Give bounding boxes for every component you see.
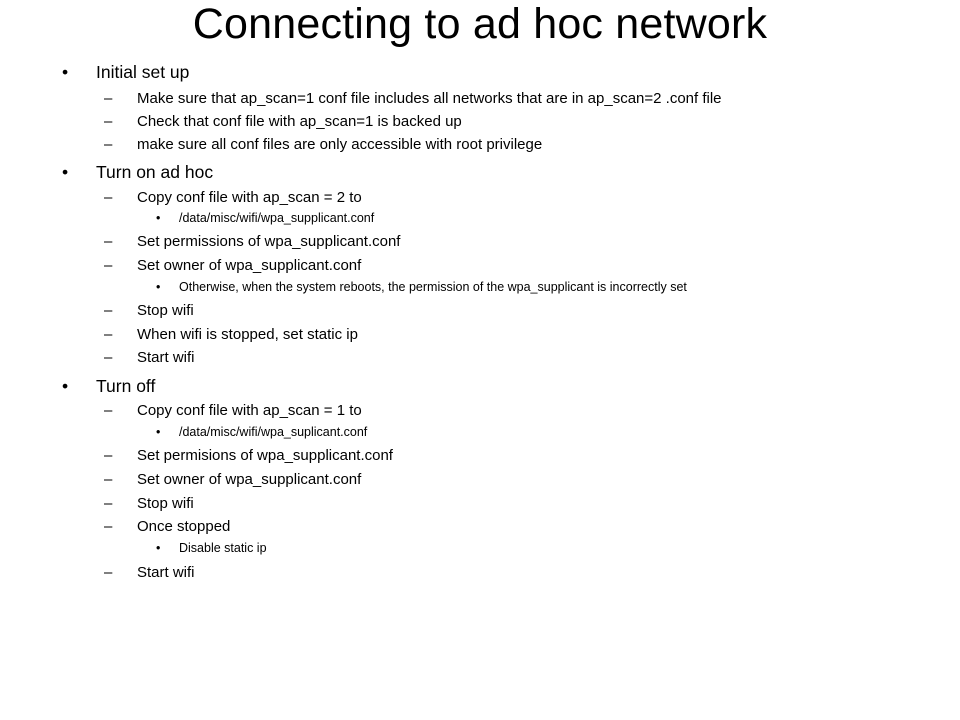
bullet-icon: • bbox=[62, 62, 69, 82]
bullet-icon: • bbox=[62, 376, 69, 396]
dash-icon: – bbox=[104, 495, 113, 512]
section-heading-text: Turn off bbox=[96, 376, 156, 396]
slide-title: Connecting to ad hoc network bbox=[192, 0, 768, 48]
sub-item-text: Otherwise, when the system reboots, the permission of the wpa_supplicant is incorrectly set bbox=[179, 280, 687, 294]
list-item-text: Copy conf file with ap_scan = 2 to bbox=[137, 189, 362, 206]
list-item-text: Set permissions of wpa_supplicant.conf bbox=[137, 233, 401, 250]
list-item-text: Set owner of wpa_supplicant.conf bbox=[137, 257, 362, 274]
list-item-text: Start wifi bbox=[137, 564, 195, 581]
list-item-text: make sure all conf files are only accessible with root privilege bbox=[137, 136, 543, 153]
list-item-text: Copy conf file with ap_scan = 1 to bbox=[137, 402, 362, 419]
bullet-icon: • bbox=[156, 211, 161, 225]
bullet-icon: • bbox=[156, 541, 161, 555]
list-item-text: Set permisions of wpa_supplicant.conf bbox=[137, 447, 393, 464]
sub-item-text: /data/misc/wifi/wpa_suplicant.conf bbox=[179, 425, 368, 439]
sub-item-text: Disable static ip bbox=[179, 541, 267, 555]
dash-icon: – bbox=[104, 518, 113, 535]
dash-icon: – bbox=[104, 189, 113, 206]
bullet-icon: • bbox=[156, 425, 161, 439]
list-item-text: Stop wifi bbox=[137, 495, 194, 512]
list-item-text: When wifi is stopped, set static ip bbox=[137, 326, 358, 343]
list-item-text: Check that conf file with ap_scan=1 is backed up bbox=[137, 113, 462, 130]
dash-icon: – bbox=[104, 136, 113, 153]
section-heading-text: Initial set up bbox=[96, 62, 190, 82]
list-item-text: Start wifi bbox=[137, 349, 195, 366]
dash-icon: – bbox=[104, 302, 113, 319]
list-item-text: Make sure that ap_scan=1 conf file includes all networks that are in ap_scan=2 .conf file bbox=[137, 90, 722, 107]
dash-icon: – bbox=[104, 257, 113, 274]
list-item-text: Once stopped bbox=[137, 518, 231, 535]
list-item-text: Stop wifi bbox=[137, 302, 194, 319]
bullet-icon: • bbox=[156, 280, 161, 294]
dash-icon: – bbox=[104, 233, 113, 250]
dash-icon: – bbox=[104, 90, 113, 107]
sub-item-text: /data/misc/wifi/wpa_supplicant.conf bbox=[179, 211, 375, 225]
dash-icon: – bbox=[104, 326, 113, 343]
bullet-icon: • bbox=[62, 162, 69, 182]
dash-icon: – bbox=[104, 113, 113, 130]
dash-icon: – bbox=[104, 349, 113, 366]
dash-icon: – bbox=[104, 471, 113, 488]
dash-icon: – bbox=[104, 402, 113, 419]
list-item-text: Set owner of wpa_supplicant.conf bbox=[137, 471, 362, 488]
section-heading-text: Turn on ad hoc bbox=[96, 162, 214, 182]
dash-icon: – bbox=[104, 564, 113, 581]
dash-icon: – bbox=[104, 447, 113, 464]
